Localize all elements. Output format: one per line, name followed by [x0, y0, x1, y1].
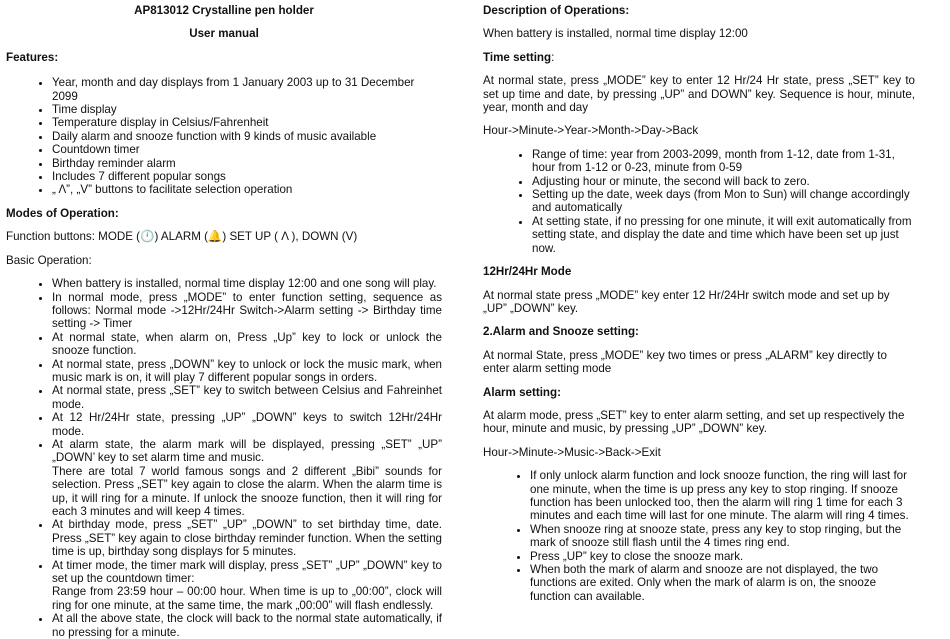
left-column	[6, 4, 442, 639]
list-item: • Time display	[52, 103, 442, 116]
list-item: • When both the mark of alarm and snooze are not displayed, the two functions are exited. Only when the mark of alarm is on, the snooze function can available.	[530, 563, 915, 603]
list-item: • At timer mode, the timer mark will display, press „SET” „UP” „DOWN” key to set up the countdown timer: Range from 23:59 hour – 00:00 hour. When time is up to „00:00”, clock will ring for one minute, at the same time, the mark „00:00” will flash endlessly.	[52, 559, 442, 613]
description-heading: Description of Operations:	[483, 4, 630, 17]
list-item: • Adjusting hour or minute, the second will back to zero.	[532, 175, 915, 188]
list-item: • Press „UP” key to close the snooze mark.	[530, 550, 915, 563]
list-item: • At normal state, when alarm on, Press „Up” key to lock or unlock the snooze function.	[52, 331, 442, 358]
document-subtitle: User manual	[189, 27, 259, 41]
list-item: • Year, month and day displays from 1 January 2003 up to 31 December 2099	[52, 76, 442, 103]
time-setting-heading: Time setting	[483, 50, 552, 64]
list-item: • „ Λ”, „V” buttons to facilitate selection operation	[52, 183, 442, 196]
modes-heading: Modes of Operation:	[6, 206, 119, 220]
alarm-setting-list	[483, 469, 915, 603]
list-item: • At normal state, press „DOWN” key to unlock or lock the music mark, when music mark is on, it will play 7 different popular songs in orders.	[52, 358, 442, 385]
list-item: • At normal state, press „SET” key to switch between Celsius and Fahreinhet mode.	[52, 384, 442, 411]
function-buttons-text: Function buttons: MODE (🕛) ALARM (🔔) SET UP ( Λ ), DOWN (V)	[6, 230, 358, 244]
list-item: • If only unlock alarm function and lock snooze function, the ring will last for one minute, when the time is up press any key to stop ringing. If snooze function has been unlocked too, then the alarm will ring 1 time for each 3 minutes and each time will last for one minute. The alarm will ring 4 times.	[530, 469, 915, 523]
alarm-snooze-text: At normal State, press „MODE” key two times or press „ALARM” key directly to enter alarm setting mode	[483, 348, 887, 376]
time-setting-colon: :	[551, 50, 555, 64]
time-sequence: Hour->Minute->Year->Month->Day->Back	[483, 124, 699, 138]
alarm-setting-text: At alarm mode, press „SET” key to enter alarm setting, and set up respectively the hour, minute and music, by pressing „UP” „DOWN” key.	[483, 408, 905, 436]
list-item: • Birthday reminder alarm	[52, 157, 442, 170]
list-item: • At all the above state, the clock will back to the normal state automatically, if no pressing for a minute.	[52, 612, 442, 639]
list-item: • At setting state, if no pressing for one minute, it will exit automatically from setting state, and display the date and time which have been set up just now.	[532, 215, 915, 255]
features-heading: Features:	[6, 50, 59, 64]
list-item: • Daily alarm and snooze function with 9 kinds of music available	[52, 130, 442, 143]
list-item: • Countdown timer	[52, 143, 442, 156]
list-item: • At alarm state, the alarm mark will be displayed, pressing „SET” „UP” „DOWN’ key to set alarm time and music. There are total 7 world famous songs and 2 different „Bibi” sounds for selection. Press „SET” key again to close the alarm. When the alarm time is up, it will ring for a minute. If unlock the snooze function, then it will ring for each 3 minutes and will keep 4 times.	[52, 438, 442, 518]
basic-operation-list	[6, 277, 442, 639]
list-item: • When snooze ring at snooze state, press any key to stop ringing, but the mark of snooze still flash until the 4 times ring end.	[530, 523, 915, 550]
list-item: • In normal mode, press „MODE” to enter function setting, sequence as follows: Normal mode ->12Hr/24Hr Switch->Alarm setting -> Birthday time setting -> Timer	[52, 291, 442, 331]
alarm-sequence: Hour->Minute->Music->Back->Exit	[483, 445, 661, 459]
list-item: • Includes 7 different popular songs	[52, 170, 442, 183]
time-setting-list	[483, 148, 915, 255]
mode-12-24-text: At normal state press „MODE” key enter 12 Hr/24Hr switch mode and set up by „UP” „DOWN” key.	[483, 288, 890, 315]
list-item: • At 12 Hr/24Hr state, pressing „UP” „DOWN” keys to switch 12Hr/24Hr mode.	[52, 411, 442, 438]
basic-operation-heading: Basic Operation:	[6, 253, 92, 267]
right-column	[483, 4, 915, 603]
document-title: AP813012 Crystalline pen holder	[134, 4, 314, 17]
list-item: • At birthday mode, press „SET” „UP” „DOWN” to set birthday time, date. Press „SET” key again to close birthday reminder function. When the setting time is up, birthday song displays for 5 minutes.	[52, 518, 442, 558]
time-setting-heading-line	[483, 51, 915, 64]
alarm-snooze-heading: 2.Alarm and Snooze setting:	[483, 325, 639, 339]
alarm-setting-heading: Alarm setting:	[483, 385, 561, 399]
list-item: • Temperature display in Celsius/Fahrenheit	[52, 116, 442, 129]
list-item: • When battery is installed, normal time display 12:00 and one song will play.	[52, 277, 442, 290]
battery-line: When battery is installed, normal time display 12:00	[483, 27, 748, 41]
features-list	[6, 76, 442, 197]
list-item: • Range of time: year from 2003-2099, month from 1-12, date from 1-31, hour from 1-12 or 0-23, minute from 0-59	[532, 148, 915, 175]
mode-12-24-heading: 12Hr/24Hr Mode	[483, 265, 572, 279]
list-item: • Setting up the date, week days (from Mon to Sun) will change accordingly and automatically	[532, 188, 915, 215]
time-setting-text: At normal state, press „MODE” key to enter 12 Hr/24 Hr state, press „SET” key to set up time and date, by pressing „UP” and DOWN” key. Sequence is hour, minute, year, month and day	[483, 74, 915, 115]
